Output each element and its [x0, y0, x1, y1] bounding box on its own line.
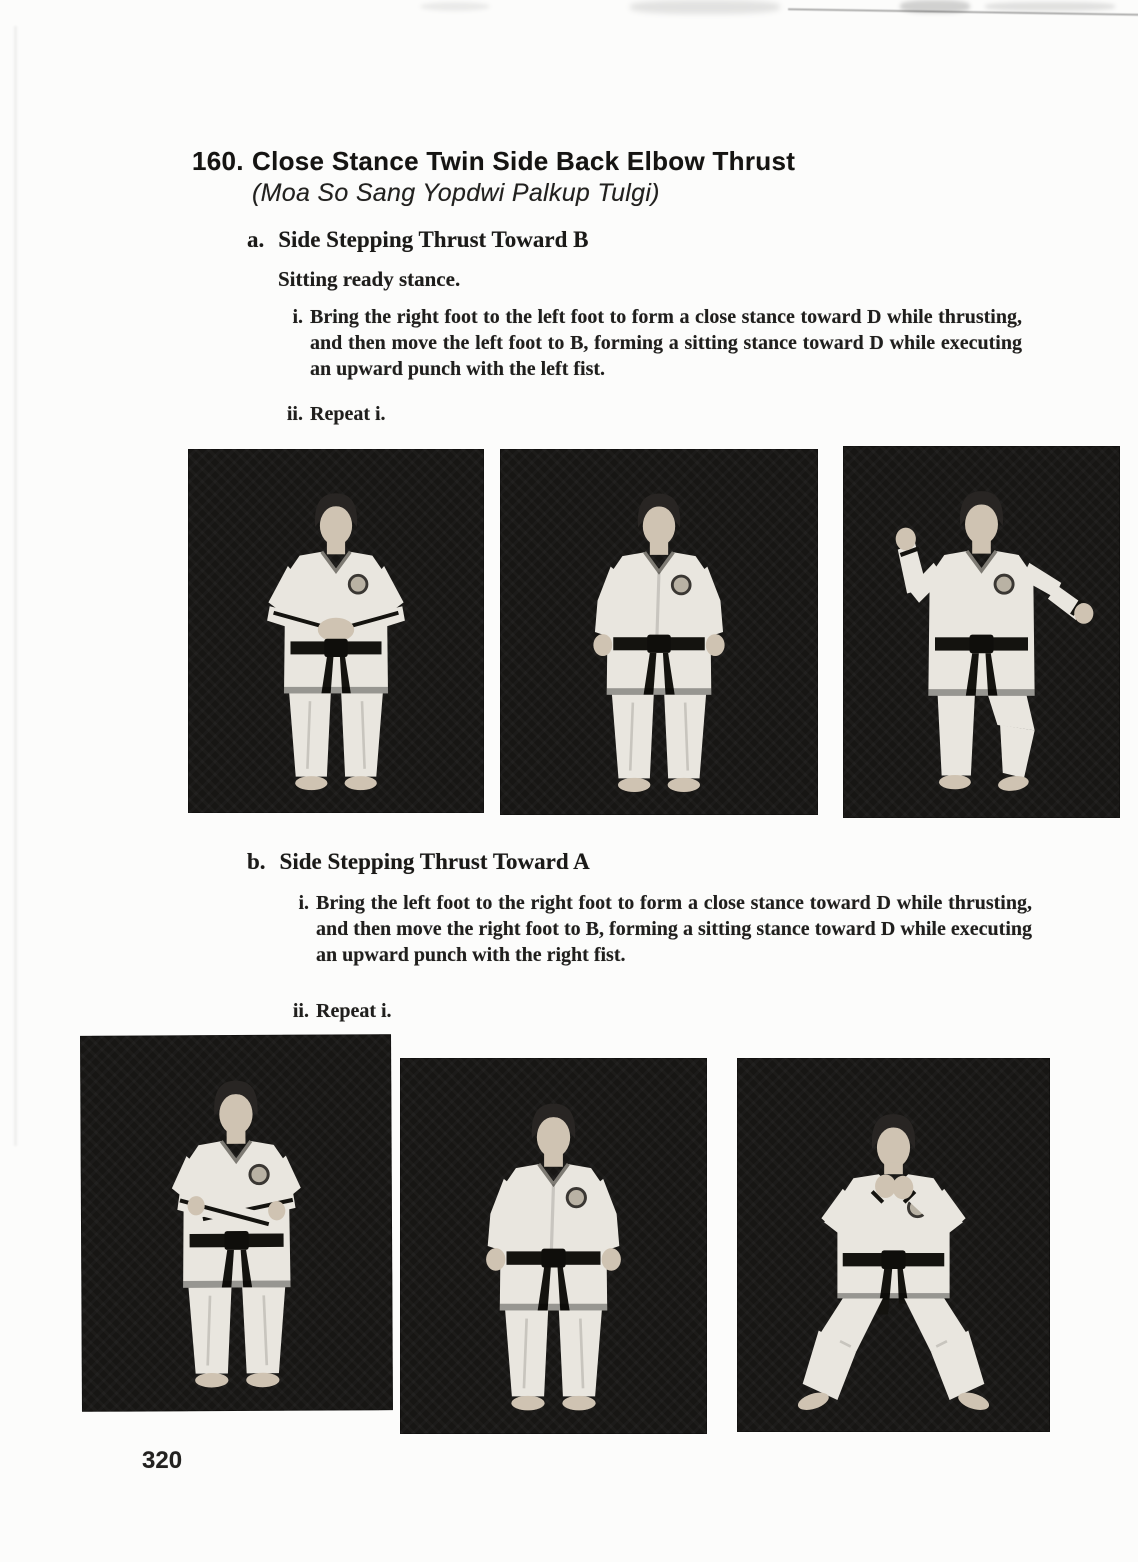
section-a-label: a. — [247, 227, 265, 252]
step-label: i. — [298, 892, 309, 914]
martial-artist-figure — [188, 449, 484, 813]
technique-title-line — [192, 146, 795, 176]
photo-b3-sitting-stance-upward-punch — [737, 1058, 1050, 1432]
section-a-step-i — [278, 304, 1022, 382]
martial-artist-figure — [400, 1058, 707, 1434]
photo-a3-upward-punch-left-fist — [843, 446, 1120, 818]
photo-a1-close-stance-clasped-hands — [188, 449, 484, 813]
photo-b1-arms-crossed — [80, 1034, 393, 1412]
step-text: Repeat i. — [316, 1000, 392, 1022]
scan-artifact — [420, 2, 490, 11]
section-a-heading — [247, 226, 588, 254]
photo-b2-close-stance-fists-down — [400, 1058, 707, 1434]
photo-a2-close-stance-fists-down — [500, 449, 818, 815]
stance-note: Sitting ready stance. — [278, 267, 461, 291]
section-a-title: Side Stepping Thrust Toward B — [278, 227, 589, 252]
martial-artist-figure — [843, 446, 1120, 818]
martial-artist-figure — [737, 1058, 1050, 1432]
scan-artifact — [985, 2, 1115, 11]
section-a-step-ii — [278, 401, 386, 427]
section-b-heading — [247, 848, 590, 876]
section-b-label: b. — [247, 849, 266, 874]
step-text: Bring the left foot to the right foot to form a close stance toward D while thrusting, and then move the right foot to B, forming a sitting stance toward D while executing an upward punch with the right fist. — [316, 892, 1032, 966]
step-text: Repeat i. — [310, 403, 386, 425]
scan-artifact-line — [788, 8, 1138, 16]
technique-title: Close Stance Twin Side Back Elbow Thrust — [252, 146, 796, 176]
scan-artifact-edge — [14, 26, 17, 1146]
step-label: ii. — [292, 1000, 309, 1022]
scan-artifact — [630, 0, 780, 14]
section-b-step-i — [284, 890, 1032, 968]
section-b-title: Side Stepping Thrust Toward A — [279, 849, 590, 874]
step-label: i. — [292, 306, 303, 328]
technique-korean-name: (Moa So Sang Yopdwi Palkup Tulgi) — [252, 179, 660, 207]
section-b-step-ii — [284, 998, 392, 1024]
technique-number: 160. — [192, 146, 244, 176]
scan-artifact — [900, 0, 970, 13]
martial-artist-figure — [80, 1034, 393, 1412]
page-number: 320 — [142, 1447, 183, 1474]
martial-artist-figure — [500, 449, 818, 815]
step-label: ii. — [286, 403, 303, 425]
step-text: Bring the right foot to the left foot to form a close stance toward D while thrusting, and then move the left foot to B, forming a sitting stance toward D while executing an upward punch with the left fist. — [310, 306, 1022, 380]
